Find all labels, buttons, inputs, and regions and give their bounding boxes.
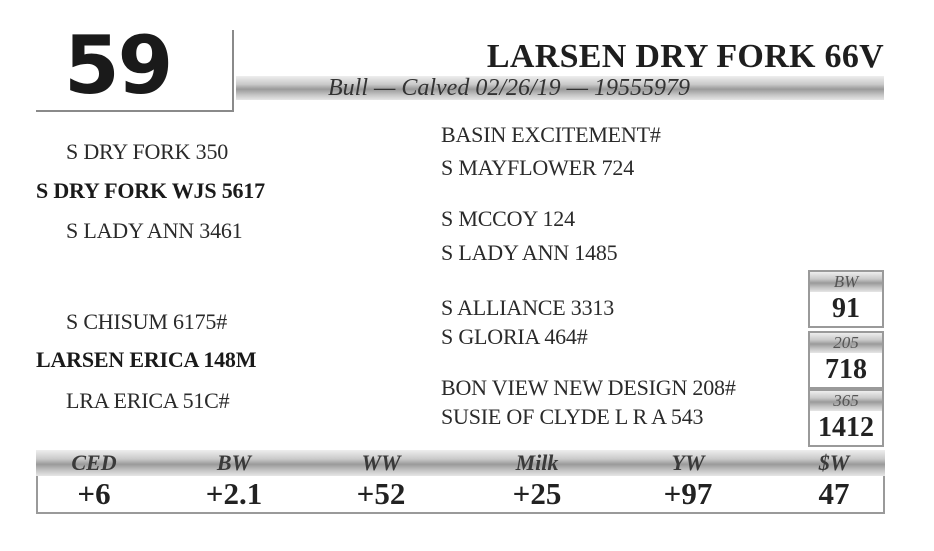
weight-value-365: 1412: [818, 412, 874, 443]
epd-label-milk: Milk: [515, 450, 559, 475]
weight-label-205: 205: [810, 333, 882, 353]
pedigree-sire-dam-sire: S MCCOY 124: [441, 206, 575, 231]
pedigree-sire-dam-dam: S LADY ANN 1485: [441, 240, 618, 265]
pedigree-dam-sire: S CHISUM 6175#: [66, 309, 228, 334]
animal-name: LARSEN DRY FORK 66V: [486, 38, 884, 75]
lot-number: 59: [64, 19, 172, 112]
pedigree-sire-sire: S DRY FORK 350: [66, 139, 229, 164]
pedigree-dam-dam: LRA ERICA 51C#: [66, 388, 230, 413]
epd-value-yw: +97: [663, 476, 713, 511]
pedigree-sire-dam: S LADY ANN 3461: [66, 218, 243, 243]
epd-label-yw: YW: [671, 450, 705, 475]
epd-header-bar: [36, 450, 885, 476]
weight-value-bw: 91: [832, 293, 860, 324]
epd-label-ww: WW: [361, 450, 401, 475]
weight-box-bw: [808, 270, 884, 328]
epd-label-dollar-w: $W: [818, 450, 850, 475]
animal-info-line: Bull — Calved 02/26/19 — 19555979: [328, 75, 690, 101]
pedigree-dam-dam-dam: SUSIE OF CLYDE L R A 543: [441, 404, 704, 429]
pedigree-dam: LARSEN ERICA 148M: [36, 347, 257, 372]
epd-value-milk: +25: [512, 476, 562, 511]
pedigree-sire: S DRY FORK WJS 5617: [36, 178, 265, 203]
pedigree-dam-dam-sire: BON VIEW NEW DESIGN 208#: [441, 375, 736, 400]
weight-box-365: [808, 389, 884, 447]
weight-label-bw: BW: [810, 272, 882, 292]
epd-values-row: [36, 476, 885, 514]
epd-value-ww: +52: [356, 476, 406, 511]
epd-value-dollar-w: 47: [818, 476, 850, 511]
epd-label-ced: CED: [71, 450, 117, 475]
pedigree-dam-sire-sire: S ALLIANCE 3313: [441, 295, 615, 320]
pedigree-sire-sire-sire: BASIN EXCITEMENT#: [441, 122, 661, 147]
epd-value-bw: +2.1: [205, 476, 263, 511]
pedigree-sire-sire-dam: S MAYFLOWER 724: [441, 155, 634, 180]
weight-label-365: 365: [810, 391, 882, 411]
weight-box-205: [808, 331, 884, 389]
weight-value-205: 718: [825, 354, 867, 385]
pedigree-dam-sire-dam: S GLORIA 464#: [441, 324, 588, 349]
epd-value-ced: +6: [77, 476, 111, 511]
lot-number-box: [36, 19, 234, 112]
epd-label-bw: BW: [216, 450, 252, 475]
